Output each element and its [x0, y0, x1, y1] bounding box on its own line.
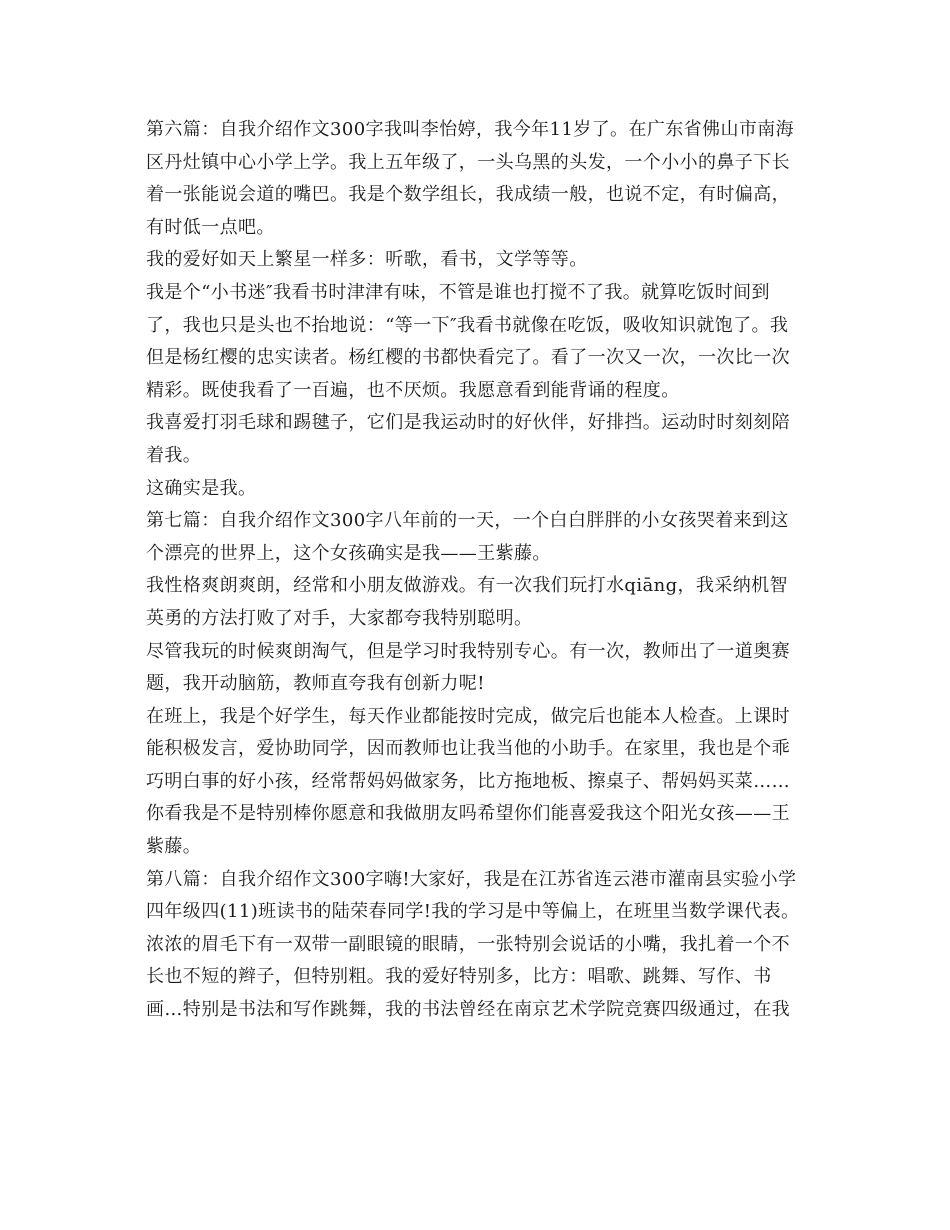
text-line: 在班上，我是个好学生，每天作业都能按时完成，做完后也能本人检查。上课时	[146, 705, 790, 727]
text-line: 个漂亮的世界上，这个女孩确实是我——王紫藤。	[146, 542, 551, 564]
text-line: 我喜爱打羽毛球和踢毽子，它们是我运动时的好伙伴，好排挡。运动时时刻刻陪	[146, 412, 790, 434]
text-line: 第六篇：自我介绍作文300字我叫李怡婷，我今年11岁了。在广东省佛山市南海	[146, 119, 795, 140]
text-line: 画…特别是书法和写作跳舞，我的书法曾经在南京艺术学院竞赛四级通过，在我	[146, 999, 790, 1021]
text-line: 这确实是我。	[146, 477, 257, 499]
text-line: 长也不短的辫子，但特别粗。我的爱好特别多，比方：唱歌、跳舞、写作、书	[146, 966, 772, 988]
text-line: 有时低一点吧。	[146, 216, 275, 238]
text-line: 题，我开动脑筋，教师直夸我有创新力呢!	[146, 673, 485, 695]
text-line: 能积极发言，爱协助同学，因而教师也让我当他的小助手。在家里，我也是个乖	[146, 738, 790, 760]
essay-text	[146, 114, 810, 1027]
text-line: 我的爱好如天上繁星一样多：听歌，看书，文学等等。	[146, 249, 588, 271]
text-line: 巧明白事的好小孩，经常帮妈妈做家务，比方拖地板、擦桌子、帮妈妈买菜……	[146, 770, 790, 792]
text-line: 我性格爽朗爽朗，经常和小朋友做游戏。有一次我们玩打水qiāng，我采纳机智	[146, 575, 788, 597]
text-line: 四年级四(11)班读书的陆荣春同学!我的学习是中等偏上，在班里当数学课代表。	[146, 901, 800, 923]
text-line: 着我。	[146, 444, 202, 466]
text-line: 你看我是不是特别棒你愿意和我做朋友吗希望你们能喜爱我这个阳光女孩——王	[146, 803, 790, 825]
text-line: 英勇的方法打败了对手，大家都夸我特别聪明。	[146, 607, 533, 629]
text-line: 第八篇：自我介绍作文300字嗨!大家好，我是在江苏省连云港市灌南县实验小学	[146, 868, 797, 890]
text-line: 着一张能说会道的嘴巴。我是个数学组长，我成绩一般，也说不定，有时偏高，	[146, 184, 790, 206]
text-line: 紫藤。	[146, 836, 202, 858]
text-line: 区丹灶镇中心小学上学。我上五年级了，一头乌黑的头发，一个小小的鼻子下长	[146, 151, 790, 173]
text-line: 了，我也只是头也不抬地说：“等一下″我看书就像在吃饭，吸收知识就饱了。我	[146, 314, 789, 336]
text-line: 但是杨红樱的忠实读者。杨红樱的书都快看完了。看了一次又一次，一次比一次	[146, 347, 790, 369]
text-line: 精彩。既使我看了一百遍，也不厌烦。我愿意看到能背诵的程度。	[146, 379, 680, 401]
text-line: 第七篇：自我介绍作文300字八年前的一天，一个白白胖胖的小女孩哭着来到这	[146, 510, 789, 532]
text-line: 尽管我玩的时候爽朗淘气，但是学习时我特别专心。有一次，教师出了一道奥赛	[146, 640, 790, 662]
text-line: 我是个“小书迷″我看书时津津有味，不管是谁也打搅不了我。就算吃饭时间到	[146, 281, 770, 303]
text-line: 浓浓的眉毛下有一双带一副眼镜的眼睛，一张特别会说话的小嘴，我扎着一个不	[146, 933, 790, 955]
